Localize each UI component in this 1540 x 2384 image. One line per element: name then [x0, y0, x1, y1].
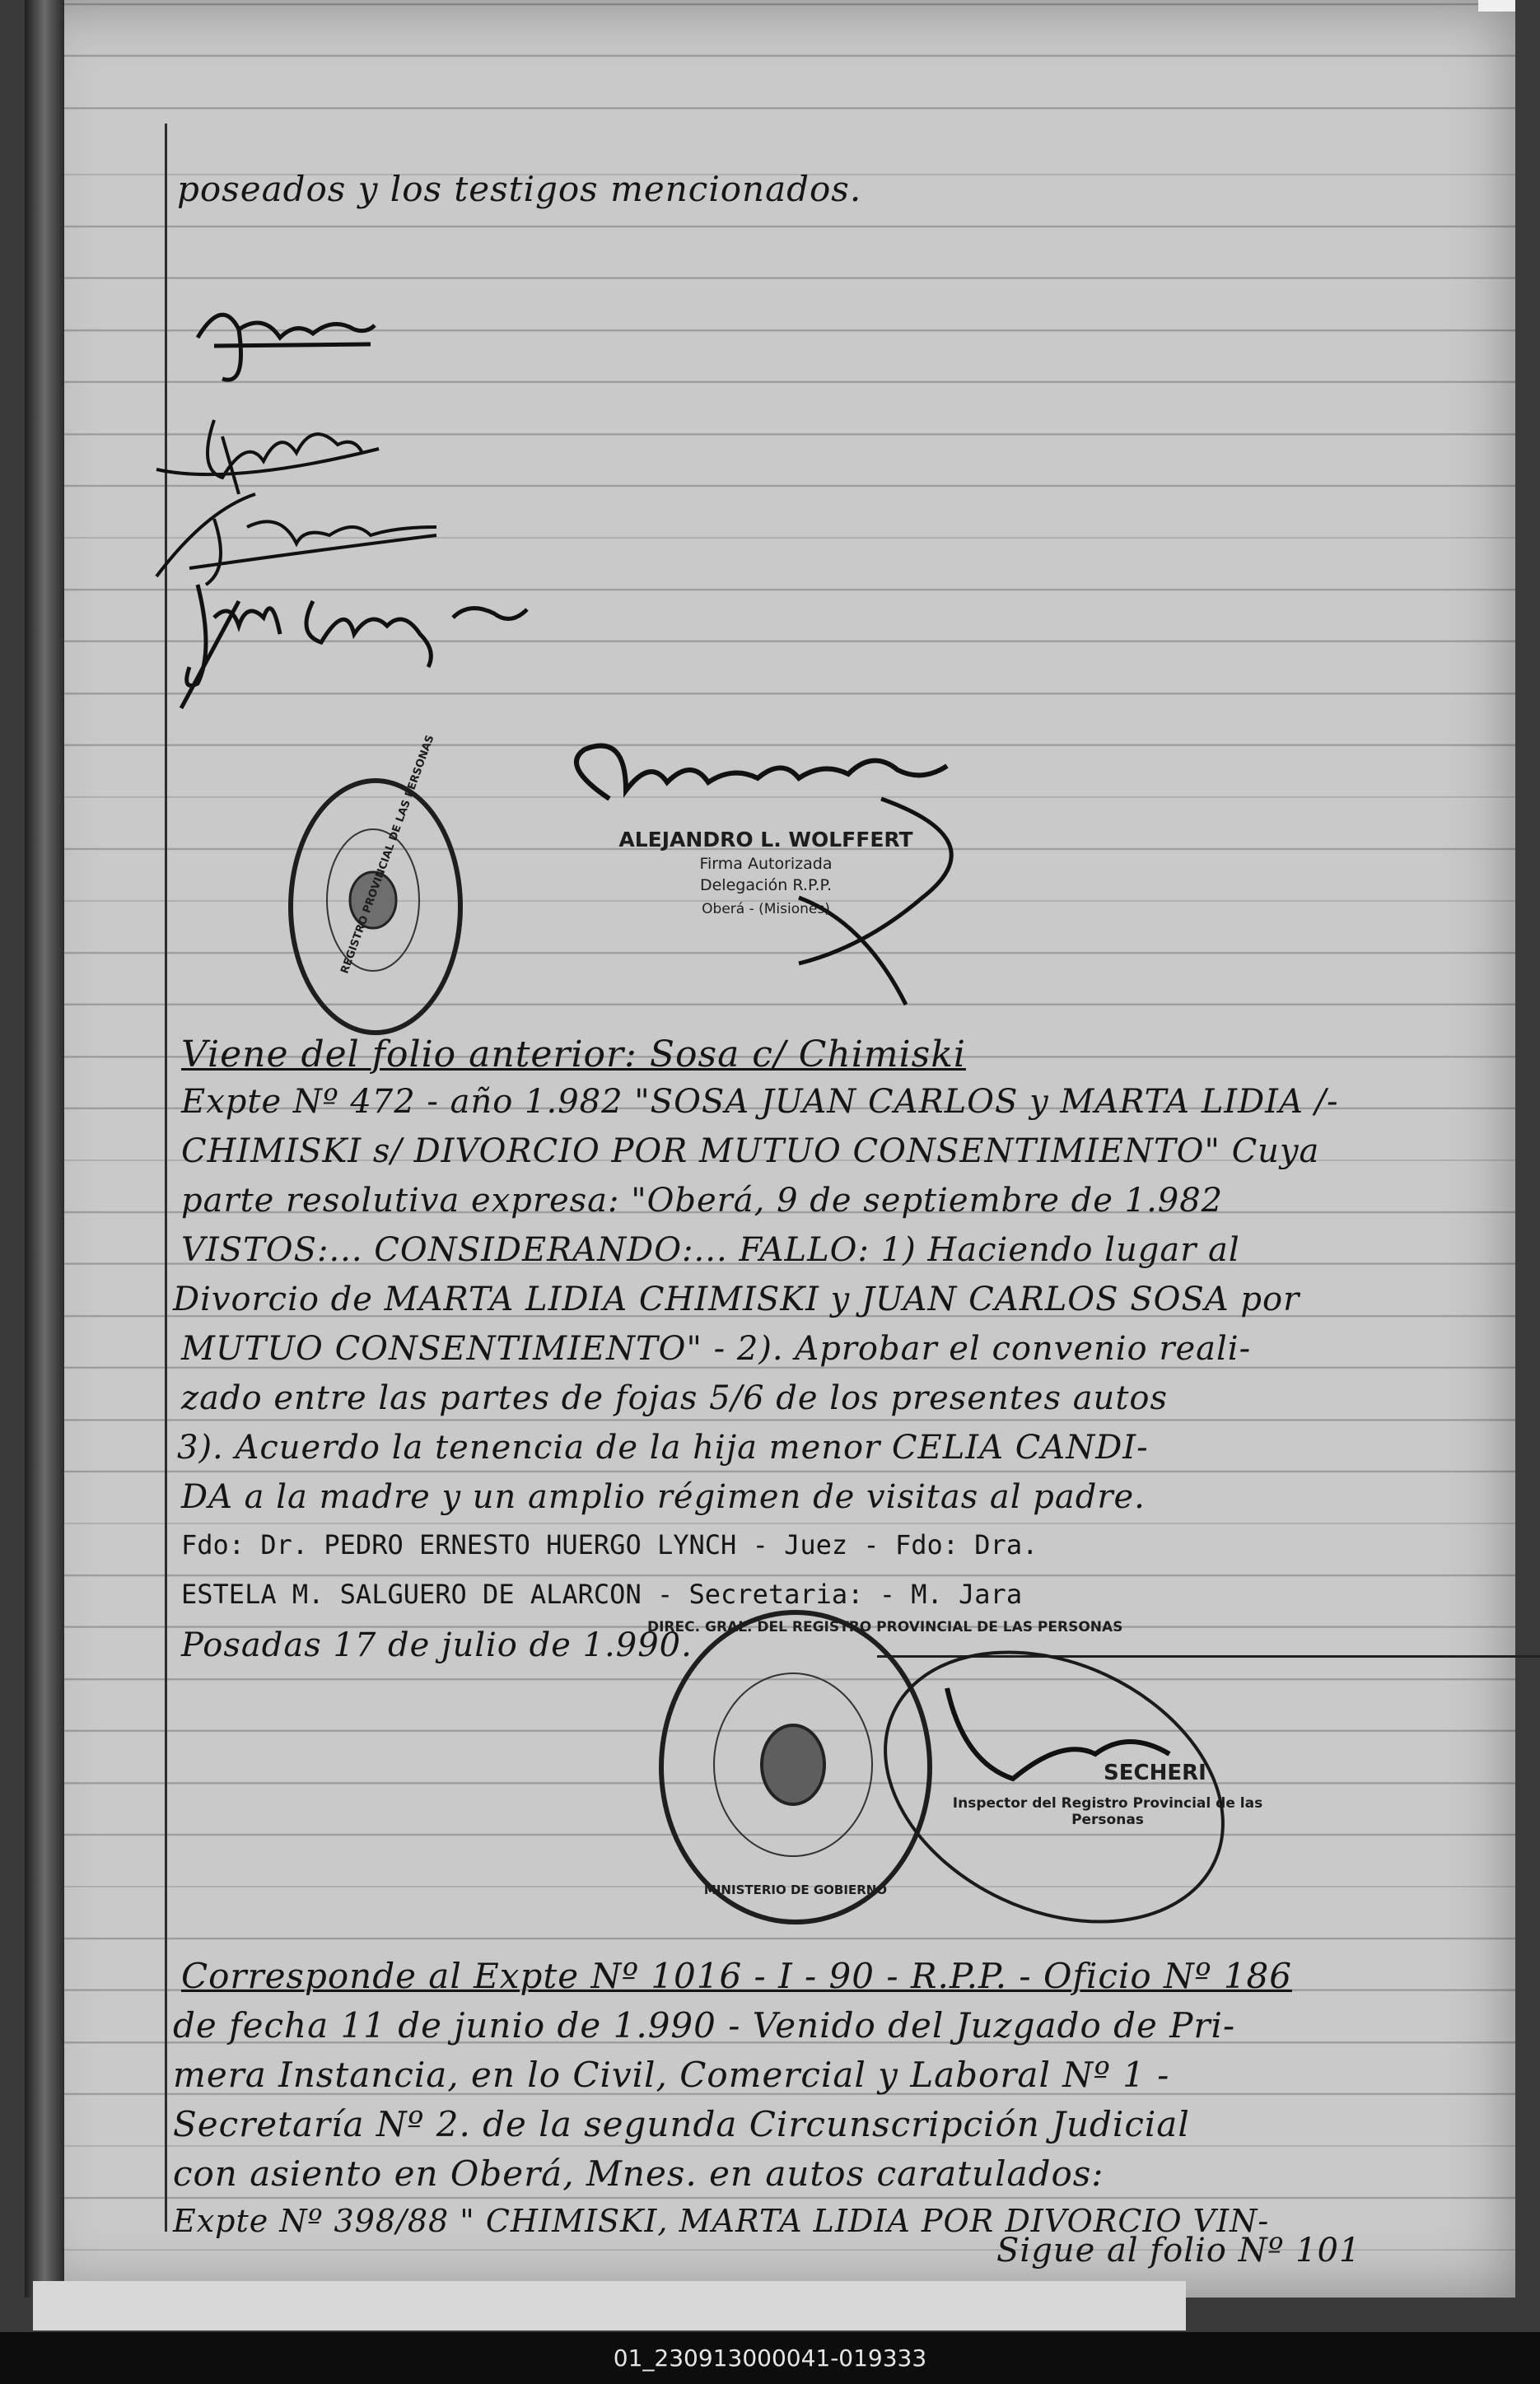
annotation-line-11: Fdo: Dr. PEDRO ERNESTO HUERGO LYNCH - Juez - Fdo: Dra. — [181, 1529, 1038, 1561]
lower-seal-inner-text: MINISTERIO DE GOBIERNO — [703, 1882, 888, 1897]
annotation-line-1: Viene del folio anterior: Sosa c/ Chimiski — [181, 1033, 966, 1075]
coat-of-arms-icon — [756, 1719, 830, 1810]
signature-sosa — [189, 288, 387, 395]
upper-signer-name: ALEJANDRO L. WOLFFERT — [618, 828, 913, 851]
upper-stamp-line2: Delegación R.P.P. — [699, 876, 833, 894]
correspondence-line-1: Corresponde al Expte Nº 1016 - I - 90 - R.P.P. - Oficio Nº 186 — [181, 1956, 1292, 1996]
register-page — [25, 0, 1515, 2298]
upper-stamp-line1: Firma Autorizada — [699, 855, 833, 873]
lower-signer-name: SECHERI — [1104, 1761, 1206, 1785]
scanner-strip — [33, 2281, 1186, 2330]
upper-stamp-line3: Oberá - (Misiones) — [702, 901, 830, 917]
book-binding — [25, 0, 64, 2298]
lower-signer-title: Inspector del Registro Provincial de las Personas — [952, 1795, 1263, 1828]
annotation-line-7: MUTUO CONSENTIMIENTO" - 2). Aprobar el convenio reali- — [181, 1330, 1252, 1368]
intro-line: poseados y los testigos mencionados. — [177, 169, 862, 209]
annotation-line-6: Divorcio de MARTA LIDIA CHIMISKI y JUAN CARLOS SOSA por — [173, 1281, 1300, 1318]
annotation-line-8: zado entre las partes de fojas 5/6 de los presentes autos — [181, 1379, 1168, 1417]
annotation-line-12: ESTELA M. SALGUERO DE ALARCON - Secretaria: - M. Jara — [181, 1579, 1023, 1610]
upper-oval-seal — [288, 733, 463, 1035]
correspondence-line-3: mera Instancia, en lo Civil, Comercial y Laboral Nº 1 - — [173, 2055, 1170, 2095]
annotation-line-10: DA a la madre y un amplio régimen de visitas al padre. — [181, 1478, 1146, 1516]
lower-oval-stamp — [856, 1639, 1252, 1935]
correspondence-line-4: Secretaría Nº 2. de la segunda Circunscripción Judicial — [173, 2104, 1190, 2144]
annotation-line-4: parte resolutiva expresa: "Oberá, 9 de septiembre de 1.982 — [181, 1182, 1224, 1220]
annotation-line-3: CHIMISKI s/ DIVORCIO POR MUTUO CONSENTIMIENTO" Cuya — [181, 1132, 1320, 1170]
annotation-line-9: 3). Acuerdo la tenencia de la hija menor CELIA CANDI- — [177, 1429, 1149, 1467]
lower-seal-inner — [713, 1673, 873, 1857]
annotation-line-2: Expte Nº 472 - año 1.982 "SOSA JUAN CARLOS y MARTA LIDIA /- — [181, 1083, 1339, 1121]
upper-seal-text: REGISTRO PROVINCIAL DE LAS PERSONAS — [338, 733, 437, 976]
correspondence-line-2: de fecha 11 de junio de 1.990 - Venido del Juzgado de Pri- — [173, 2005, 1236, 2046]
continues-on-folio: Sigue al folio Nº 101 — [996, 2232, 1361, 2270]
annotation-line-13: Posadas 17 de julio de 1.990. — [181, 1626, 693, 1664]
image-filename: 01_230913000041-019333 — [613, 2344, 927, 2372]
correspondence-line-5: con asiento en Oberá, Mnes. en autos caratulados: — [173, 2153, 1104, 2194]
page-corner — [1478, 0, 1515, 12]
correspondence-line-6: Expte Nº 398/88 " CHIMISKI, MARTA LIDIA POR DIVORCIO VIN- — [173, 2203, 1270, 2239]
annotation-line-5: VISTOS:... CONSIDERANDO:... FALLO: 1) Haciendo lugar al — [181, 1231, 1240, 1269]
lower-seal-text: DIREC. GRAL. DEL REGISTRO PROVINCIAL DE LAS PERSONAS — [647, 1619, 1123, 1635]
signature-borges — [173, 568, 535, 716]
